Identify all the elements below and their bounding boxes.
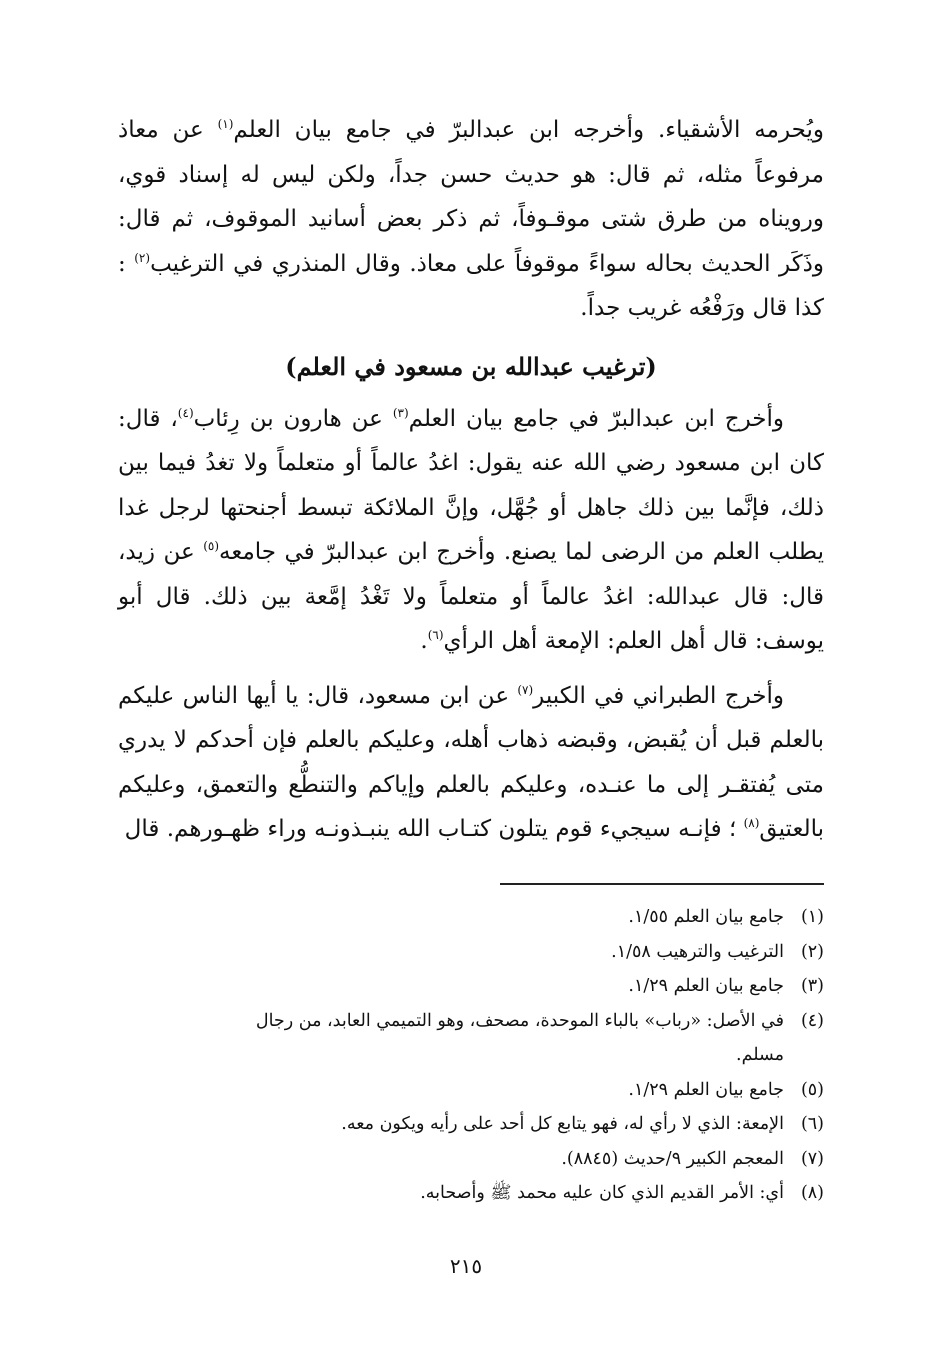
- footnote-number: (٨): [800, 1183, 824, 1203]
- footnote-text: في الأصل: «رباب» بالباء الموحدة، مصحف، وهو التميمي العابد، من رجال: [255, 1010, 784, 1031]
- footnote-number: (٥): [800, 1079, 824, 1100]
- footnote-item: [118, 1142, 824, 1177]
- paragraph-text: ويُحرمه الأشقياء. وأخرجه ابن عبدالبرّ في جامع بيان العلم: [233, 117, 824, 143]
- footnote-item: [118, 1176, 824, 1211]
- paragraph-text: ، قال: كان ابن مسعود رضي الله عنه يقول: اغدُ عالماً أو متعلماً ولا تغدُ فيما بين ذلك، فإنَّما بين ذلك جاهل أو جُهَّل، وإنَّ الملائكة تبسط أجنحتها لرجل غدا يطلب العلم من الرضى لما يصنع. وأخرج ابن عبدالبرّ في جامعه: [118, 405, 825, 565]
- footnote-text: أي: الأمر القديم الذي كان عليه محمد ﷺ وأصحابه.: [420, 1183, 784, 1203]
- paragraph-2: [118, 397, 824, 664]
- paragraph-text: ؛ فإنـه سيجيء قوم يتلون كتـاب الله ينبـذونـه وراء ظهـورهم. قال: [124, 816, 744, 842]
- footnote-number: (٦): [800, 1114, 824, 1134]
- main-text: [118, 108, 824, 852]
- footnote-number: (٧): [800, 1148, 824, 1169]
- footnote-ref-3[interactable]: (٣): [392, 405, 409, 420]
- footnote-item: [118, 900, 824, 935]
- footnote-item: [118, 1073, 824, 1108]
- paragraph-text: عن زيد، قال: قال عبدالله: اغدُ عالماً أو متعلماً ولا تَغْدُ إمَّعة بين ذلك. قال أبو يوسف: قال أهل العلم: الإمعة أهل الرأي: [118, 539, 824, 654]
- footnote-ref-7[interactable]: (٧): [517, 682, 534, 697]
- footnote-item: [118, 935, 824, 970]
- footnote-ref-8[interactable]: (٨): [743, 816, 760, 830]
- footnote-item: [118, 1004, 824, 1073]
- footnote-ref-1[interactable]: (١): [217, 117, 234, 131]
- paragraph-text: .: [420, 628, 428, 654]
- footnote-text: جامع بيان العلم ١/٢٩.: [628, 1079, 784, 1100]
- footnote-text: المعجم الكبير ٩/حديث (٨٨٤٥).: [561, 1148, 784, 1169]
- paragraph-1: [118, 108, 824, 331]
- footnote-number: (١): [800, 907, 824, 927]
- paragraph-3: [118, 674, 824, 852]
- footnote-item: [118, 969, 824, 1004]
- paragraph-text: عن هارون بن رِئاب: [193, 405, 393, 432]
- footnote-separator: [500, 883, 824, 885]
- paragraph-text: وأخرج ابن عبدالبرّ في جامع بيان العلم: [408, 405, 785, 432]
- paragraph-text: عن ابن مسعود، قال: يا أيها الناس عليكم بالعلم قبل أن يُقبض، وقبضه ذهاب أهله، وعليكم بالعلم فإن أحدكم لا يدري متى يُفتقـر إلى ما عنـده، وعليكم بالعلم وإياكم والتنطُّع والتعمق، وعليكم بالعتيق: [118, 682, 824, 842]
- footnotes: [118, 900, 824, 1211]
- footnote-ref-2[interactable]: (٢): [134, 250, 151, 265]
- footnote-item: [118, 1107, 824, 1142]
- footnote-ref-6[interactable]: (٦): [427, 628, 444, 642]
- footnote-number: (٤): [800, 1010, 824, 1031]
- footnote-text-block: [118, 1004, 784, 1073]
- footnote-number: (٣): [800, 976, 824, 996]
- footnote-text: الإمعة: الذي لا رأي له، فهو يتابع كل أحد على رأيه ويكون معه.: [341, 1114, 784, 1134]
- footnote-ref-5[interactable]: (٥): [203, 539, 220, 553]
- footnote-text: الترغيب والترهيب ١/٥٨.: [611, 941, 784, 962]
- footnote-number: (٢): [800, 941, 824, 962]
- footnote-text: جامع بيان العلم ١/٢٩.: [628, 976, 784, 996]
- footnote-text: جامع بيان العلم ١/٥٥.: [628, 907, 784, 927]
- page-number: ٢١٥: [449, 1254, 483, 1278]
- paragraph-text: وأخرج الطبراني في الكبير: [533, 682, 784, 709]
- section-heading: (ترغيب عبدالله بن مسعود في العلم): [285, 351, 657, 381]
- paragraph-text: : كذا قال ورَفْعُه غريب جداً.: [118, 250, 824, 321]
- footnote-ref-4[interactable]: (٤): [177, 405, 194, 420]
- footnote-text-continued: مسلم.: [736, 1045, 784, 1065]
- paragraph-text: عن معاذ مرفوعاً مثله، ثم قال: هو حديث حسن جداً، ولكن ليس له إسناد قوي، ورويناه من طرق شتى موقـوفاً، ثم ذكر بعض أسانيد الموقوف، ثم قال: وذَكَر الحديث بحاله سواءً موقوفاً على معاذ. وقال المنذري في الترغيب: [118, 117, 825, 277]
